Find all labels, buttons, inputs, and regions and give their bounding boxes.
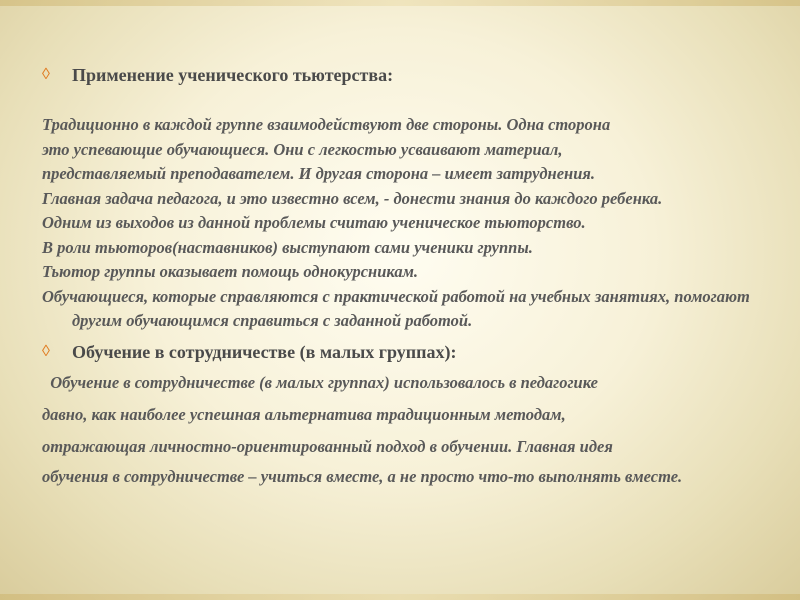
section1-paragraph-line: это успевающие обучающиеся. Они с легкостью усваивают материал, bbox=[42, 139, 563, 159]
section2-heading-item bbox=[42, 339, 762, 365]
section2-paragraph-line: обучения в сотрудничестве – учиться вместе, а не просто что-то выполнять вместе. bbox=[42, 466, 683, 486]
section1-paragraph-line: Одним из выходов из данной проблемы считаю ученическое тьюторство. bbox=[42, 213, 586, 232]
orange-diamond-icon: ◊ bbox=[42, 342, 50, 360]
section2-heading: Обучение в сотрудничестве (в малых группах): bbox=[72, 341, 457, 362]
orange-diamond-icon: ◊ bbox=[42, 66, 50, 83]
section1-paragraph-line: Обучающиеся, которые справляются с практической работой на учебных занятиях, помогают другим обучающимся справиться с заданной работой. bbox=[42, 286, 750, 330]
slide-content bbox=[42, 62, 762, 490]
top-decorative-band bbox=[0, 0, 800, 6]
section1-paragraph-line: Главная задача педагога, и это известно всем, - донести знания до каждого ребенка. bbox=[42, 188, 663, 208]
section1-paragraph-line: Тьютор группы оказывает помощь однокурсникам. bbox=[42, 262, 418, 281]
section1-paragraph-line: Традиционно в каждой группе взаимодействуют две стороны. Одна сторона bbox=[42, 115, 611, 134]
section1-paragraph-line: В роли тьюторов(наставников) выступают сами ученики группы. bbox=[42, 237, 533, 257]
section1-heading: Применение ученического тьютерства: bbox=[72, 65, 394, 85]
section2-paragraph-line: отражающая личностно-ориентированный подход в обучении. Главная идея bbox=[42, 436, 613, 456]
section2-paragraph-line: Обучение в сотрудничестве (в малых группах) использовалось в педагогике bbox=[42, 372, 598, 392]
section2-paragraph-line: давно, как наиболее успешная альтернатива традиционным методам, bbox=[42, 404, 566, 424]
section1-paragraph-line: представляемый преподавателем. И другая сторона – имеет затруднения. bbox=[42, 164, 595, 183]
section1-heading-item bbox=[42, 62, 762, 88]
bottom-decorative-band bbox=[0, 594, 800, 600]
